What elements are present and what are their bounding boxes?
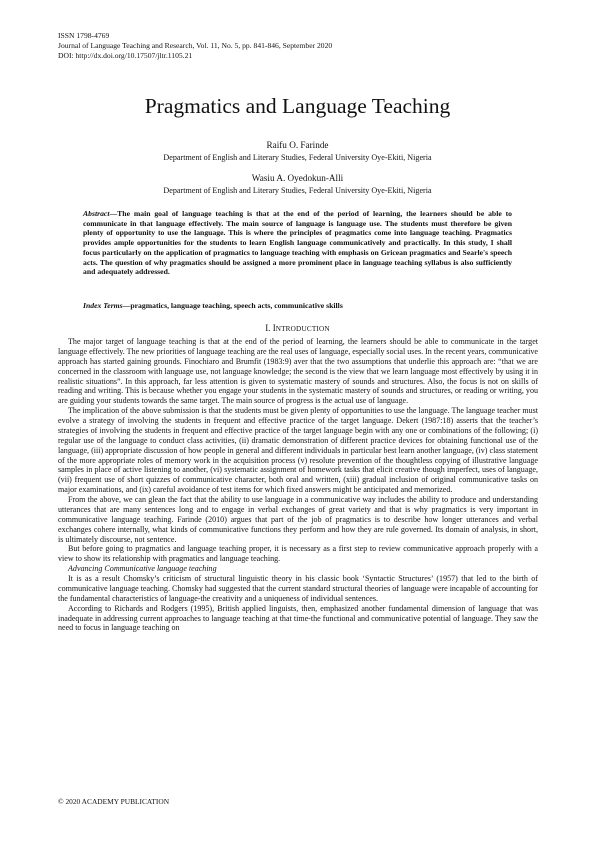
author-name-2: Wasiu A. Oyedokun-Alli <box>251 173 344 183</box>
issn: ISSN 1798-4769 <box>58 31 110 40</box>
abstract-label: Abstract <box>83 209 110 218</box>
author-affiliation-1: Department of English and Literary Studies, Federal University Oye-Ekiti, Nigeria <box>163 153 432 162</box>
index-terms <box>83 301 512 311</box>
section-heading <box>0 323 595 335</box>
section-title-rest: NTRODUCTION <box>275 325 330 333</box>
abstract <box>83 209 512 277</box>
paragraph: According to Richards and Rodgers (1995), British applied linguists, then, emphasized another fundamental dimension of language that was inadequate in addressing current approaches to language teaching at that time-the functional and communicative potential of language. They saw the need to focus in language teaching on <box>58 603 538 633</box>
abstract-text: —The main goal of language teaching is that at the end of the period of learning, the learners should be able to communicate in that language effectively. The main source of language is language use. The students must therefore be given plenty of opportunity to use the language. This is where the principles of pragmatics come into language teaching. Pragmatics provides ample opportunities for the students to learn English language communicatively and practically. In this study, I shall focus particularly on the application of pragmatics to language teaching with emphasis on Gricean pragmatics and Searle's speech acts. The question of why pragmatics should be assigned a more prominent place in language teaching syllabus is also sufficiently and adequately addressed. <box>83 209 512 277</box>
paragraph: From the above, we can glean the fact that the ability to use language in a communicative way includes the ability to produce and understanding utterances that are many sentences long and to engage in verbal exchanges of great variety and that is why pragmatics is very important in communicative language teaching. Farinde (2010) argues that part of the job of pragmatics is to describe how longer utterances and verbal exchanges cohere internally, what kinds of communicative functions they perform and how they are rule governed. Its domain of analysis, in short, is ultimately discourse, not sentence. <box>58 495 538 544</box>
paragraph: But before going to pragmatics and language teaching proper, it is necessary as a first step to review communicative approach properly with a view to show its relationship with pragmatics and language teaching. <box>58 544 538 564</box>
body-text <box>58 337 538 633</box>
index-terms-label: Index Terms <box>83 301 123 310</box>
journal-header <box>58 31 332 60</box>
paper-title: Pragmatics and Language Teaching <box>144 94 451 118</box>
section-initial: I <box>272 323 276 333</box>
index-terms-text: —pragmatics, language teaching, speech acts, communicative skills <box>122 301 343 310</box>
paragraph: The implication of the above submission is that the students must be given plenty of opportunities to use the language. The language teacher must evolve a strategy of involving the students in frequent and effective practice of the target language. Dekert (1987:18) asserts that the teacher’s strategies of involving the students in frequent and effective practice of the target language begin with any one or combinations of the following; (i) regular use of the language to conduct class activities, (ii) dramatic demonstration of different practice devices for obtaining functional use of the language, (iii) appropriate discussion of how people in general and different individuals in particular best learn another language, (iv) class statement of the more appropriate roles of memory work in the acquisition process (v) resolute prevention of the thoughtless copying of illustrative language samples in place of active listening to another, (vi) systematic assignment of homework tasks that elicit creative though imperfect, uses of language, (vii) frequent use of short quizzes of communicative character, both oral and written, (xiii) gradual inclusion of original communicative tasks on major examinations, and (ix) careful avoidance of test items for which fixed answers might be anticipated and memorized. <box>58 406 538 495</box>
section-number: I. <box>265 323 273 333</box>
paragraph: The major target of language teaching is that at the end of the period of learning, the learners should be able to communicate in the target language effectively. The new priorities of language teaching are the real uses of language, especially social uses. In the recent years, communicative approach has started gaining grounds. Finochiaro and Brumfit (1983:9) aver that the two assumptions that underlie this approach are: “that we are concerned in the classroom with language use, not language knowledge; the second is the view that we learn language most effectively by using it in realistic situations”. In this approach, far less attention is given to systematic mastery of sounds and structures. Also, the focus is not on skills of reading and writing. This is because whether you engage your students in the systematic mastery of sounds and structures, or reading or writing, you are guiding your students towards the same target. The main source of progress is the actual use of language. <box>58 337 538 406</box>
author-affiliation-2: Department of English and Literary Studies, Federal University Oye-Ekiti, Nigeria <box>163 186 432 195</box>
subheading: Advancing Communicative language teaching <box>68 564 217 574</box>
author-name-1: Raifu O. Farinde <box>266 140 329 150</box>
copyright-footer: © 2020 ACADEMY PUBLICATION <box>58 797 170 806</box>
doi: DOI: http://dx.doi.org/10.17507/jltr.1105.21 <box>58 50 193 60</box>
journal-citation: Journal of Language Teaching and Research, Vol. 11, No. 5, pp. 841-846, September 2020 <box>58 40 333 50</box>
paragraph: It is as a result Chomsky’s criticism of structural linguistic theory in his classic book ‘Syntactic Structures’ (1957) that led to the birth of communicative language teaching. Chomsky had suggested that the current standard structural theories of language were incapable of accounting for the fundamental characteristics of language-the creativity and a uniqueness of individual sentences. <box>58 574 538 603</box>
